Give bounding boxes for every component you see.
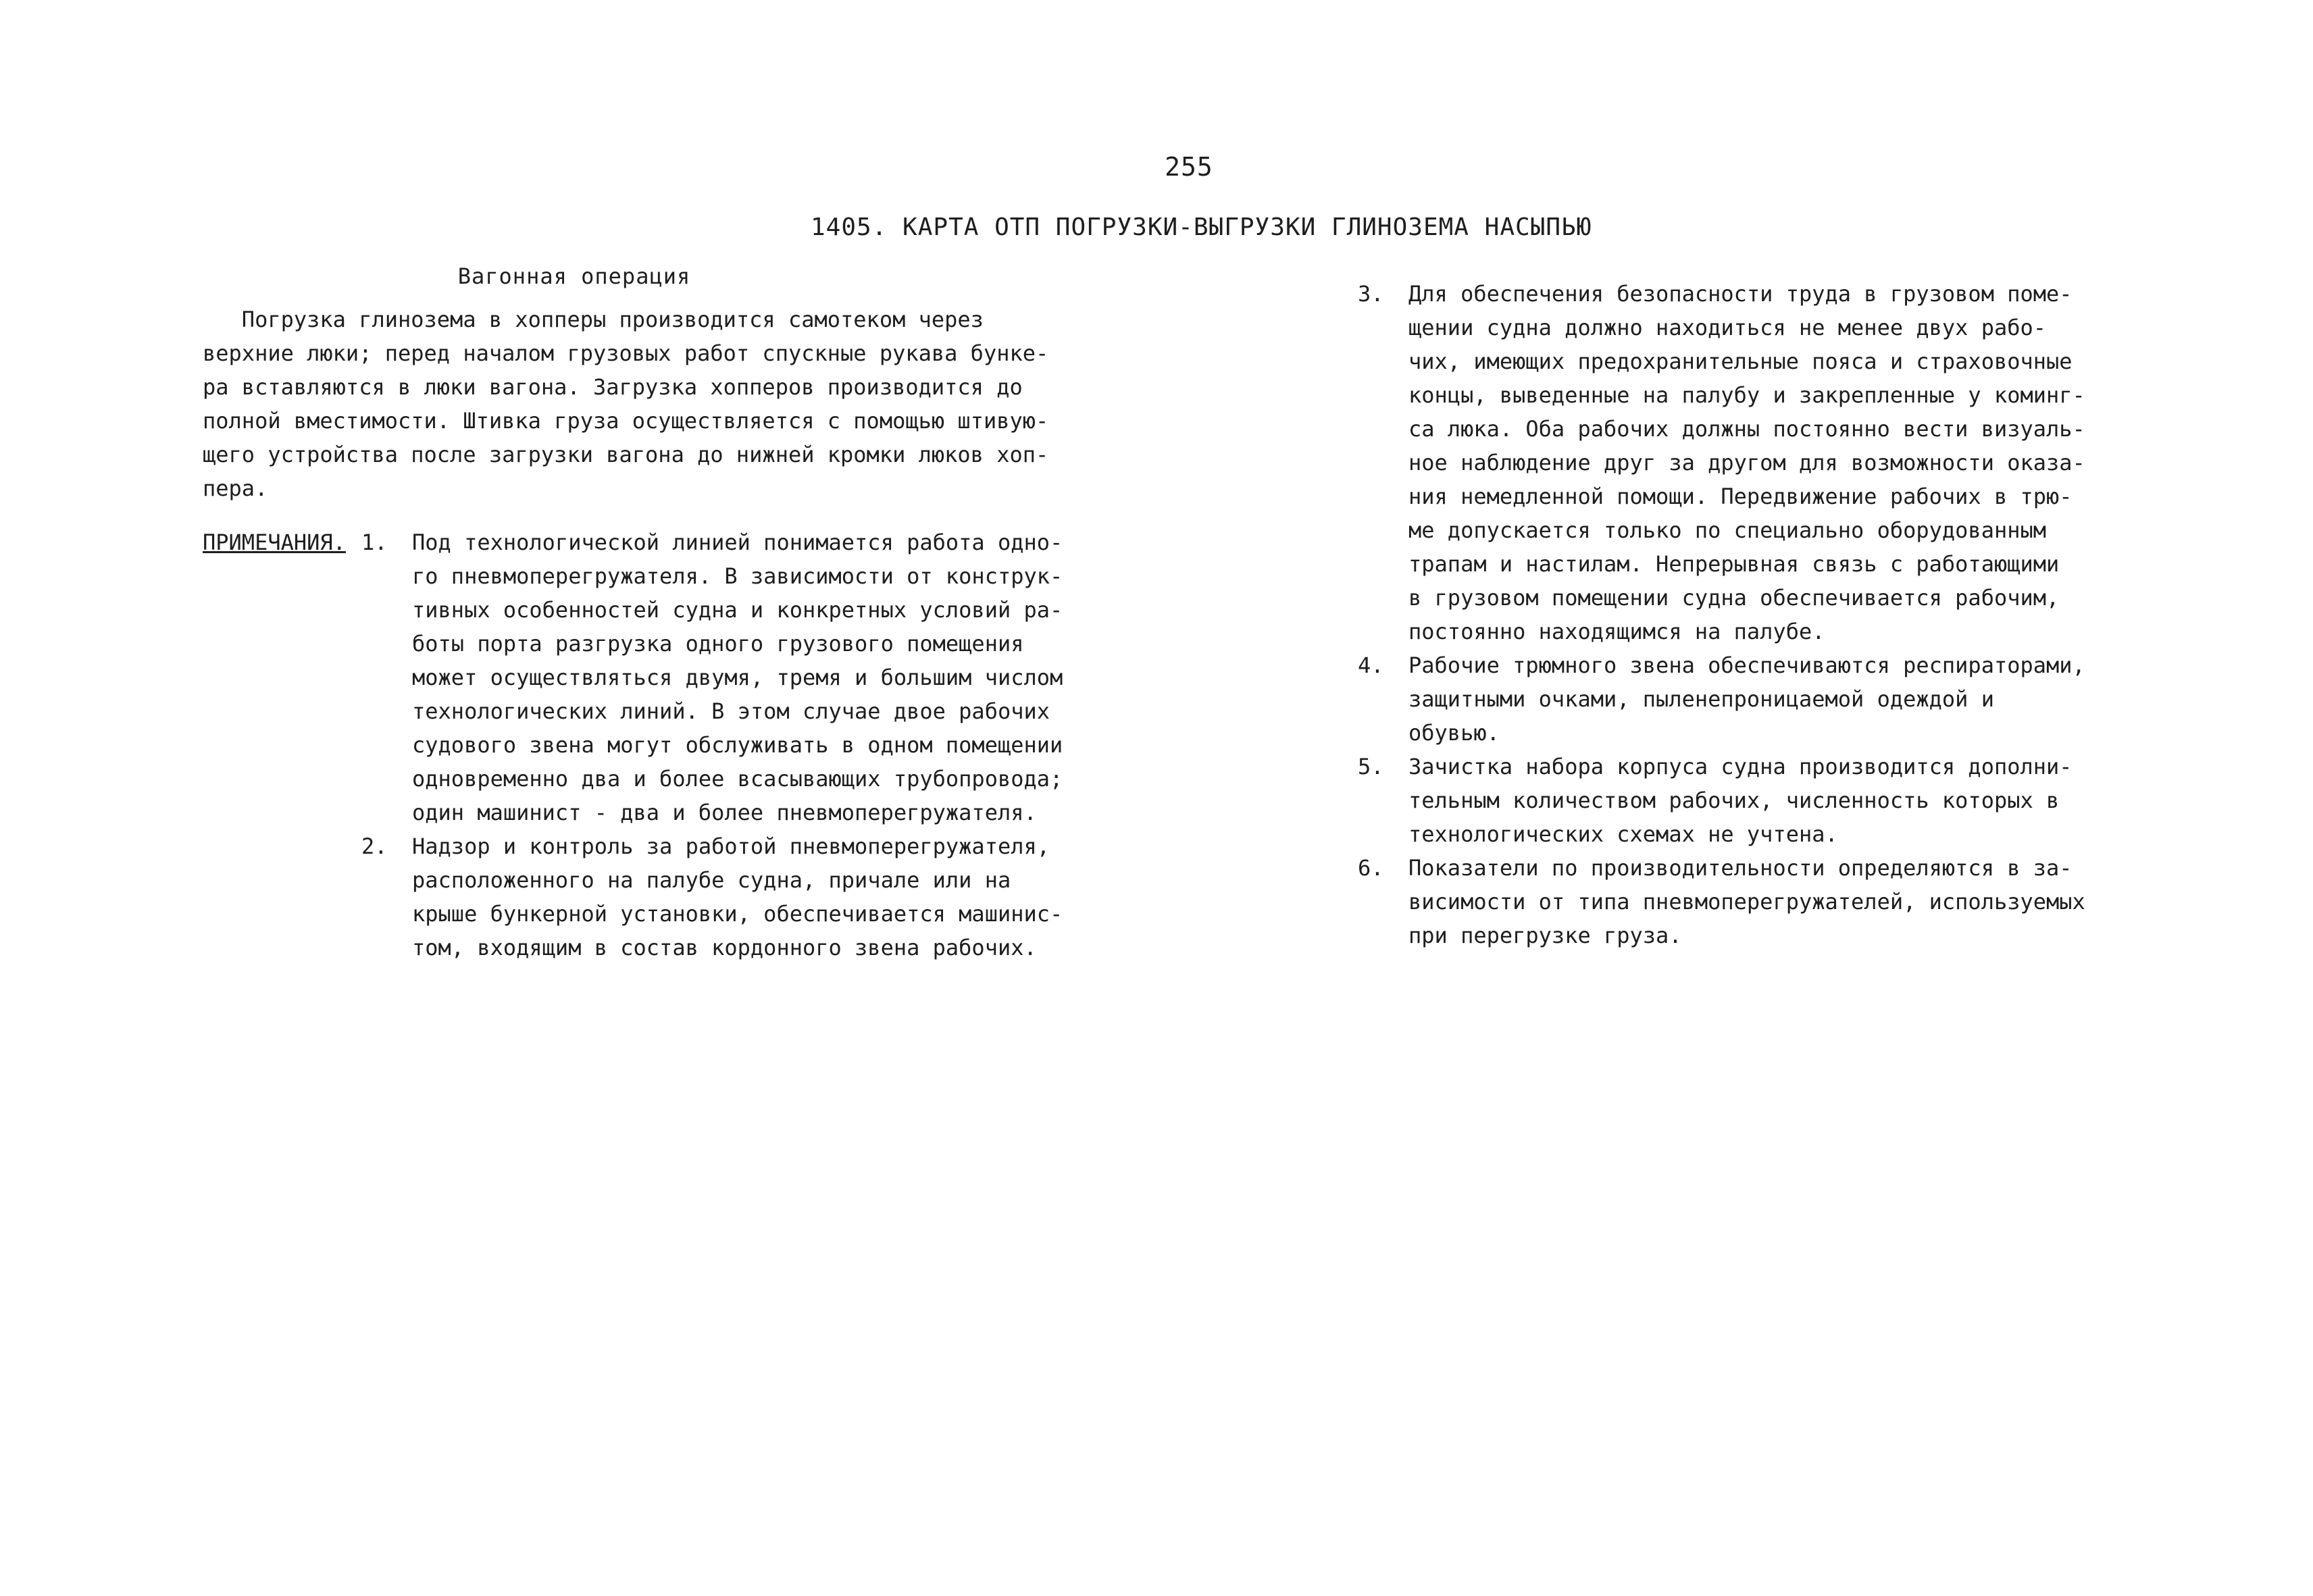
note-line: висимости от типа пневмоперегружателей, используемых bbox=[1408, 889, 2085, 915]
note-number: 2. bbox=[361, 833, 388, 859]
note-line: защитными очками, пыленепроницаемой одеждой и bbox=[1408, 686, 1994, 712]
note-number: 5. bbox=[1358, 754, 1384, 779]
note-line: Показатели по производительности определяются в за- bbox=[1408, 855, 2073, 881]
note-line: са люка. Оба рабочих должны постоянно вести визуаль- bbox=[1408, 416, 2085, 442]
paragraph-line: Погрузка глинозема в хопперы производится самотеком через bbox=[203, 307, 984, 332]
paragraph-line: щего устройства после загрузки вагона до нижней кромки люков хоп- bbox=[203, 442, 1049, 467]
note-number: 6. bbox=[1358, 855, 1384, 881]
right-column bbox=[1358, 277, 2168, 952]
note-line: Для обеспечения безопасности труда в грузовом поме- bbox=[1408, 281, 2073, 307]
note-number: 4. bbox=[1358, 652, 1384, 678]
note-line: Надзор и контроль за работой пневмоперегружателя, bbox=[412, 833, 1050, 859]
left-column bbox=[203, 263, 1148, 964]
note-line: технологических линий. В этом случае двое рабочих bbox=[412, 698, 1050, 724]
note-line: Под технологической линией понимается работа одно- bbox=[412, 530, 1063, 555]
note-line: тивных особенностей судна и конкретных условий ра- bbox=[412, 597, 1063, 623]
note-line: тельным количеством рабочих, численность которых в bbox=[1408, 788, 2060, 813]
note-line: концы, выведенные на палубу и закрепленные у коминг- bbox=[1408, 382, 2085, 408]
note-line: Зачистка набора корпуса судна производится дополни- bbox=[1408, 754, 2073, 779]
note-item bbox=[203, 525, 1148, 829]
note-item bbox=[1358, 648, 2168, 750]
note-line: обувью. bbox=[1408, 720, 1500, 746]
note-line: ме допускается только по специально оборудованным bbox=[1408, 517, 2047, 543]
note-line: Рабочие трюмного звена обеспечиваются респираторами, bbox=[1408, 652, 2085, 678]
document-title: 1405. КАРТА ОТП ПОГРУЗКИ-ВЫГРУЗКИ ГЛИНОЗЕМА НАСЫПЬЮ bbox=[811, 213, 1592, 241]
note-line: крыше бункерной установки, обеспечивается машинис- bbox=[412, 901, 1063, 927]
note-line: го пневмоперегружателя. В зависимости от конструк- bbox=[412, 563, 1063, 589]
note-line: том, входящим в состав кордонного звена рабочих. bbox=[412, 935, 1037, 960]
paragraph-line: полной вместимости. Штивка груза осуществляется с помощью штивую- bbox=[203, 408, 1049, 434]
note-line: в грузовом помещении судна обеспечивается рабочим, bbox=[1408, 585, 2060, 611]
section-heading: Вагонная операция bbox=[457, 263, 691, 289]
note-line: чих, имеющих предохранительные пояса и страховочные bbox=[1408, 349, 2073, 374]
note-item bbox=[1358, 750, 2168, 851]
note-line: щении судна должно находиться не менее двух рабо- bbox=[1408, 315, 2047, 340]
note-line: постоянно находящимся на палубе. bbox=[1408, 619, 1825, 644]
note-line: судового звена могут обслуживать в одном помещении bbox=[412, 732, 1063, 758]
note-line: один машинист - два и более пневмоперегружателя. bbox=[412, 800, 1037, 825]
paragraph-line: верхние люки; перед началом грузовых работ спускные рукава бунке- bbox=[203, 340, 1049, 366]
note-line: расположенного на палубе судна, причале или на bbox=[412, 867, 1011, 893]
note-line: может осуществляться двумя, тремя и большим числом bbox=[412, 665, 1063, 690]
paragraph-line: ра вставляются в люки вагона. Загрузка хопперов производится до bbox=[203, 374, 1023, 400]
note-line: одновременно два и более всасывающих трубопровода; bbox=[412, 766, 1063, 792]
note-line: ния немедленной помощи. Передвижение рабочих в трю- bbox=[1408, 484, 2073, 509]
note-line: трапам и настилам. Непрерывная связь с работающими bbox=[1408, 551, 2060, 577]
note-item bbox=[203, 829, 1148, 964]
note-item bbox=[1358, 851, 2168, 952]
wagon-operation-paragraph bbox=[203, 303, 1148, 505]
note-line: при перегрузке груза. bbox=[1408, 923, 1682, 948]
note-number: 1. bbox=[361, 530, 388, 555]
note-item bbox=[1358, 277, 2168, 648]
notes-label: ПРИМЕЧАНИЯ. bbox=[203, 530, 346, 555]
note-line: ное наблюдение друг за другом для возможности оказа- bbox=[1408, 450, 2085, 475]
note-line: технологических схемах не учтена. bbox=[1408, 821, 1838, 847]
note-line: боты порта разгрузка одного грузового помещения bbox=[412, 631, 1024, 657]
note-number: 3. bbox=[1358, 281, 1384, 307]
notes-block bbox=[203, 525, 1148, 964]
paragraph-line: пера. bbox=[203, 475, 268, 501]
page-number: 255 bbox=[1165, 152, 1213, 182]
